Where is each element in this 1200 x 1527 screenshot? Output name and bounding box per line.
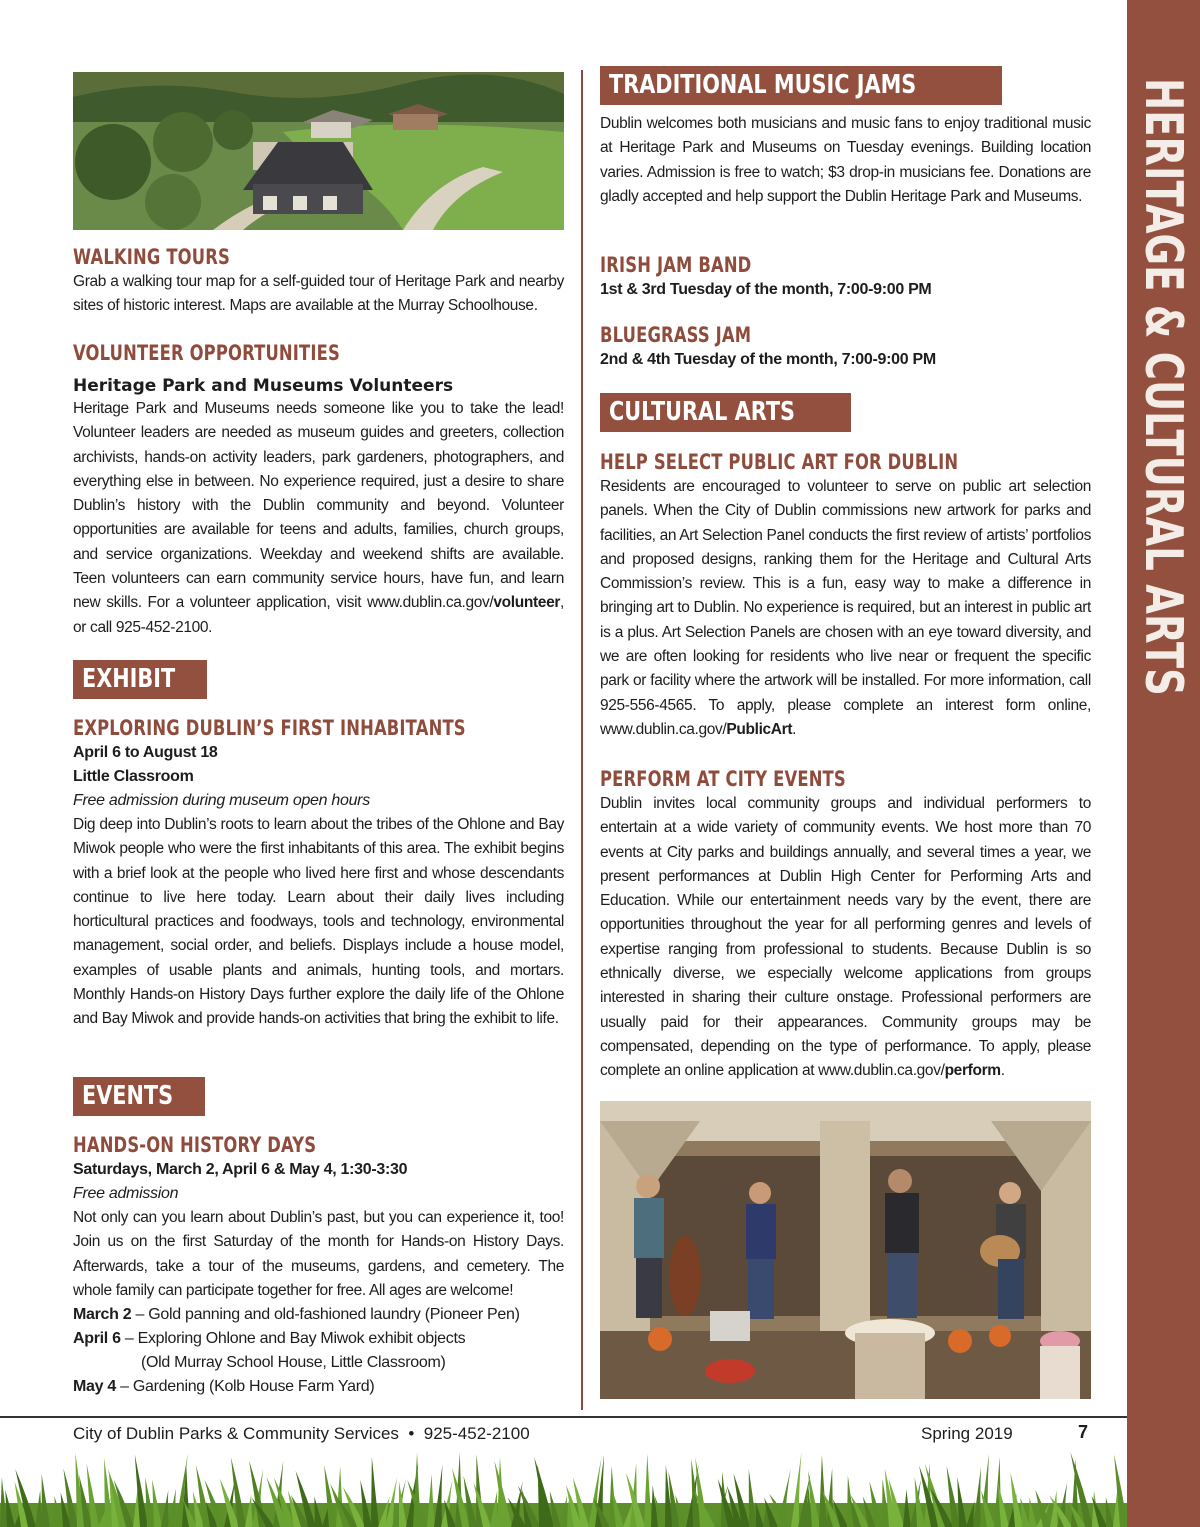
- irish-jam-time: 1st & 3rd Tuesday of the month, 7:00-9:00 PM: [600, 281, 932, 298]
- volunteer-link[interactable]: volunteer: [493, 594, 561, 612]
- public-art-text: Residents are encouraged to volunteer to serve on public art selection panels. When the City of Dublin commissions new artwork for parks and facilities, an Art Selection Panel conducts the first review of artists’ portfolios and proposed designs, ranking them for the Heritage and Cultural Arts Commission’s review. This is a fun, easy way to make a difference in bringing art to Dublin. No experience is required, but an interest in public art is a plus. Art Selection Panels are chosen with an eye toward diversity, and we are often looking for residents who live near or frequent the specific park or facility where the artwork will be installed. For more information, call 925-556-4565. To apply, please complete an interest form online, www.dublin.ca.gov/PublicArt.: [600, 478, 1091, 738]
- volunteer-text: Heritage Park and Museums needs someone like you to take the lead! Volunteer leaders are needed as museum guides and greeters, collection archivists, hands-on activity leaders, park gardeners, photographers, and everything else in between. No experience required, just a desire to share Dublin’s history with the Dublin community and beyond. Volunteer opportunities are available for teens and adults, families, church groups, and service organizations. Weekday and weekend shifts are available. Teen volunteers can earn community service hours, have fun, and learn new skills. For a volunteer application, visit www.dublin.ca.gov/volunteer, or call 925-452-2100.: [73, 400, 564, 636]
- cultural-arts-section-label: CULTURAL ARTS: [600, 393, 851, 432]
- perform-heading: PERFORM AT CITY EVENTS: [600, 767, 846, 791]
- walking-tours-heading: WALKING TOURS: [73, 245, 230, 269]
- exhibit-dates: April 6 to August 18: [73, 744, 218, 761]
- schedule-item: (Old Murray School House, Little Classroom): [141, 1354, 446, 1372]
- grass-decoration: [0, 1448, 1127, 1527]
- bluegrass-jam-heading: BLUEGRASS JAM: [600, 323, 752, 347]
- volunteer-subheading: Heritage Park and Museums Volunteers: [73, 376, 454, 396]
- schedule-item: March 2 – Gold panning and old-fashioned laundry (Pioneer Pen): [73, 1306, 520, 1324]
- exhibit-heading: EXPLORING DUBLIN’S FIRST INHABITANTS: [73, 716, 466, 740]
- footer-season: Spring 2019: [921, 1424, 1013, 1443]
- heritage-park-aerial-photo: [73, 72, 564, 230]
- events-section-label: EVENTS: [73, 1077, 205, 1116]
- history-days-note: Free admission: [73, 1185, 179, 1202]
- exhibit-section-label: EXHIBIT: [73, 660, 207, 699]
- irish-jam-heading: IRISH JAM BAND: [600, 253, 752, 277]
- schedule-item: April 6 – Exploring Ohlone and Bay Miwok exhibit objects: [73, 1330, 466, 1348]
- music-section-label: TRADITIONAL MUSIC JAMS: [600, 66, 1002, 105]
- band-performance-photo: [600, 1101, 1091, 1399]
- footer-rule: [0, 1416, 1127, 1418]
- history-days-text: Not only can you learn about Dublin’s past, but you can experience it, too! Join us on the first Saturday of the month for Hands-on History Days. Afterwards, take a tour of the museums, gardens, and cemetery. The whole family can participate together for free. All ages are welcome!: [73, 1209, 564, 1299]
- public-art-heading: HELP SELECT PUBLIC ART FOR DUBLIN: [600, 450, 959, 474]
- bluegrass-jam-time: 2nd & 4th Tuesday of the month, 7:00-9:00 PM: [600, 351, 936, 368]
- page-number: 7: [1078, 1422, 1089, 1442]
- walking-tours-text: Grab a walking tour map for a self-guided tour of Heritage Park and nearby sites of historic interest. Maps are available at the Murray Schoolhouse.: [73, 273, 564, 315]
- footer-org: City of Dublin Parks & Community Services • 925-452-2100: [73, 1424, 530, 1443]
- volunteer-heading: VOLUNTEER OPPORTUNITIES: [73, 341, 340, 365]
- exhibit-note: Free admission during museum open hours: [73, 792, 370, 809]
- sidebar-title: HERITAGE & CULTURAL ARTS: [1133, 78, 1193, 696]
- perform-link[interactable]: perform: [944, 1062, 1001, 1080]
- exhibit-text: Dig deep into Dublin’s roots to learn about the tribes of the Ohlone and Bay Miwok people who were the first inhabitants of this area. The exhibit begins with a brief look at the people who lived here first and whose descendants continue to live here today. Learn about their daily lives including horticultural practices and foodways, tools and technology, environmental management, social order, and beliefs. Displays include a house model, examples of usable plants and animals, hunting tools, and mortars. Monthly Hands-on History Days further explore the daily life of the Ohlone and Bay Miwok and provide hands-on activities that bring the exhibit to life.: [73, 816, 564, 1028]
- history-days-heading: HANDS-ON HISTORY DAYS: [73, 1133, 317, 1157]
- history-days-dates: Saturdays, March 2, April 6 & May 4, 1:30-3:30: [73, 1161, 408, 1178]
- schedule-item: May 4 – Gardening (Kolb House Farm Yard): [73, 1378, 375, 1396]
- music-text: Dublin welcomes both musicians and music fans to enjoy traditional music at Heritage Park and Museums on Tuesday evenings. Building location varies. Admission is free to watch; $3 drop-in musicians fee. Donations are gladly accepted and help support the Dublin Heritage Park and Museums.: [600, 115, 1091, 205]
- public-art-link[interactable]: PublicArt: [726, 720, 793, 738]
- exhibit-location: Little Classroom: [73, 768, 194, 785]
- column-divider: [581, 70, 583, 1410]
- perform-text: Dublin invites local community groups and individual performers to entertain at a wide variety of community events. We host more than 70 events at City parks and buildings annually, and several times a year, we present performances at Dublin High Center for Performing Arts and Education. While our entertainment needs vary by the event, there are opportunities throughout the year for all performing genres and levels of expertise ranging from professional to students. Because Dublin is so ethnically diverse, we especially welcome applications from groups interested in sharing their culture onstage. Professional performers are usually paid for their appearances. Community groups may be compensated, depending on the type of performance. To apply, please complete an online application at www.dublin.ca.gov/perform.: [600, 795, 1091, 1080]
